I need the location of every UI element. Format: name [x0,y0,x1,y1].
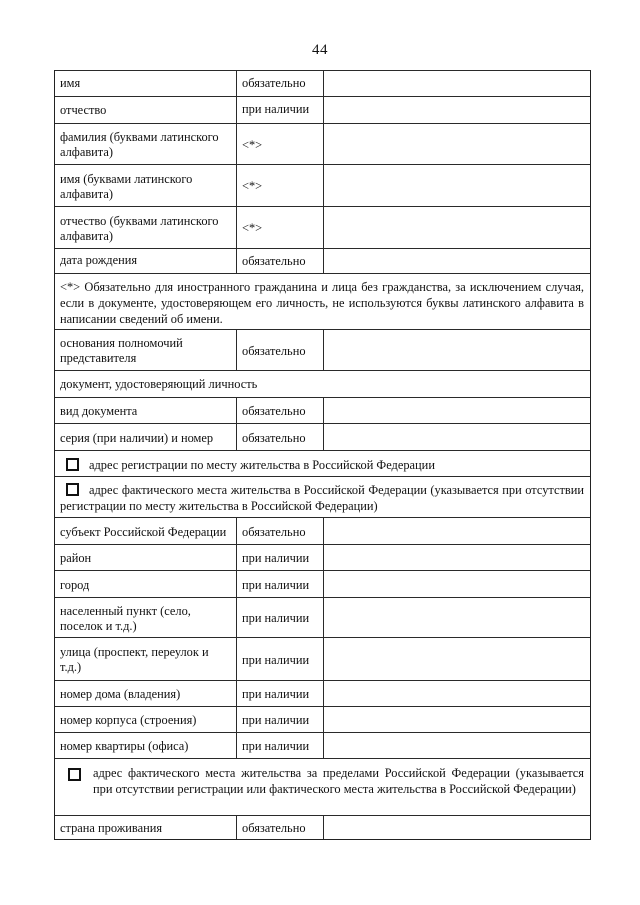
requirement-label: при наличии [237,97,324,123]
identity-document-heading-row [55,370,590,397]
name-latin-value-field[interactable] [324,165,590,206]
table-row-patronymic-latin [55,206,590,248]
district-value-field[interactable] [324,545,590,570]
name-value-field[interactable] [324,71,590,96]
field-label: номер дома (владения) [55,681,237,706]
field-label: отчество [55,97,237,123]
address-option-registration-row [55,450,590,476]
table-row-apartment-number [55,732,590,758]
table-row-federal-subject [55,517,590,544]
field-label: район [55,545,237,570]
field-label: улица (проспект, переулок и т.д.) [55,638,237,680]
field-label: субъект Российской Федерации [55,518,237,544]
federal-subject-value-field[interactable] [324,518,590,544]
identity-document-heading: документ, удостоверяющий личность [60,377,258,391]
requirement-label: обязательно [237,71,324,96]
registration-address-label: адрес регистрации по месту жительства в Российской Федерации [89,458,435,472]
table-row-surname-latin [55,123,590,164]
page-number: 44 [312,42,328,58]
table-row-birth-date [55,248,590,273]
table-row-street [55,637,590,680]
requirement-label: обязательно [237,398,324,423]
field-label: фамилия (буквами латинского алфавита) [55,124,237,164]
field-label: серия (при наличии) и номер [55,424,237,450]
table-row-document-type [55,397,590,423]
street-value-field[interactable] [324,638,590,680]
field-label: основания полномочий представителя [55,330,237,370]
field-label: имя [55,71,237,96]
patronymic-value-field[interactable] [324,97,590,123]
table-row-building-number [55,706,590,732]
field-label: населенный пункт (село, поселок и т.д.) [55,598,237,637]
table-row-settlement [55,597,590,637]
requirement-label: <*> [237,165,324,206]
field-label: имя (буквами латинского алфавита) [55,165,237,206]
address-option-abroad[interactable] [55,759,590,815]
registration-address-checkbox[interactable] [66,458,79,471]
table-row-country [55,815,590,840]
field-label: номер квартиры (офиса) [55,733,237,758]
address-option-registration[interactable] [55,451,590,476]
document-number-value-field[interactable] [324,424,590,450]
requirement-label: при наличии [237,571,324,597]
abroad-address-checkbox[interactable] [68,768,81,781]
table-row-document-number [55,423,590,450]
field-label: вид документа [55,398,237,423]
requirement-label: при наличии [237,733,324,758]
requirement-label: при наличии [237,545,324,570]
table-row-district [55,544,590,570]
country-value-field[interactable] [324,816,590,839]
settlement-value-field[interactable] [324,598,590,637]
requirement-label: при наличии [237,598,324,637]
table-row-representative-basis [55,329,590,370]
surname-latin-value-field[interactable] [324,124,590,164]
requirement-label: <*> [237,124,324,164]
requirement-label: обязательно [237,249,324,273]
footnote-row [55,273,590,329]
abroad-address-label: адрес фактического места жительства за пределами Российской Федерации (указывается при отсутствии регистрации или фактического места жительства в Российской Федерации) [93,766,584,796]
field-label: город [55,571,237,597]
table-row-name [55,70,590,96]
field-label: страна проживания [55,816,237,839]
city-value-field[interactable] [324,571,590,597]
requirement-label: при наличии [237,638,324,680]
requirement-label: обязательно [237,330,324,370]
footnote-text: <*> Обязательно для иностранного гражданина и лица без гражданства, за исключением случая, если в документе, удостоверяющем его личность, не используются буквы латинского алфавита в написании сведений об имени. [60,280,584,326]
requirement-label: при наличии [237,681,324,706]
apartment-number-value-field[interactable] [324,733,590,758]
requirement-label: обязательно [237,816,324,839]
house-number-value-field[interactable] [324,681,590,706]
field-label: номер корпуса (строения) [55,707,237,732]
actual-rf-address-label: адрес фактического места жительства в Российской Федерации (указывается при отсутствии регистрации по месту жительства в Российской Федерации) [60,483,584,513]
document-type-value-field[interactable] [324,398,590,423]
table-row-house-number [55,680,590,706]
requirement-label: при наличии [237,707,324,732]
address-option-actual-rf[interactable] [55,477,590,517]
table-row-city [55,570,590,597]
representative-basis-value-field[interactable] [324,330,590,370]
address-option-abroad-row [55,758,590,815]
field-label: отчество (буквами латинского алфавита) [55,207,237,248]
field-label: дата рождения [55,249,237,273]
table-row-patronymic [55,96,590,123]
requirement-label: обязательно [237,424,324,450]
requirement-label: <*> [237,207,324,248]
applicant-data-table [54,70,591,840]
building-number-value-field[interactable] [324,707,590,732]
birth-date-value-field[interactable] [324,249,590,273]
requirement-label: обязательно [237,518,324,544]
table-row-name-latin [55,164,590,206]
address-option-actual-rf-row [55,476,590,517]
patronymic-latin-value-field[interactable] [324,207,590,248]
actual-rf-address-checkbox[interactable] [66,483,79,496]
